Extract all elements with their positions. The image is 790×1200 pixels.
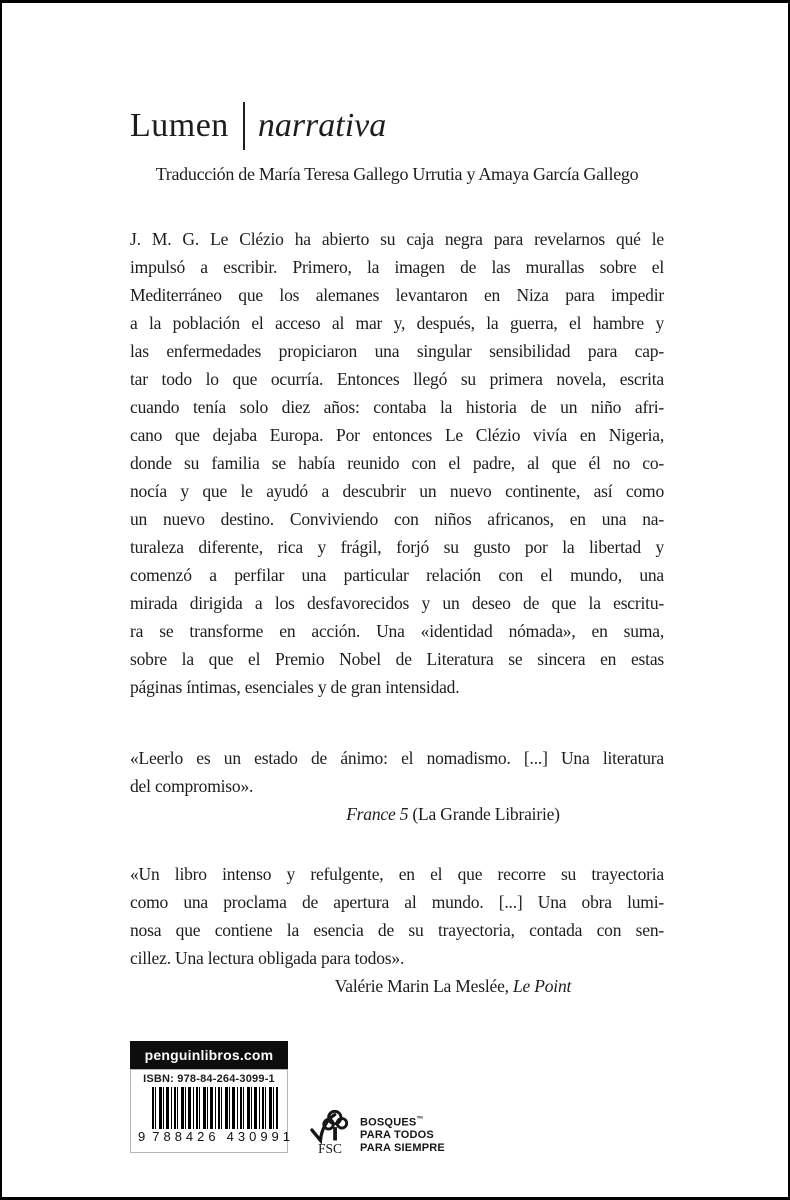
website-bar xyxy=(130,1041,288,1069)
review-source-name: Valérie Marin La Meslée, xyxy=(334,976,513,996)
synopsis-line: comenzó a perfilar una particular relación con el mundo, una xyxy=(130,565,664,585)
translation-credit: Traducción de María Teresa Gallego Urrutia y Amaya García Gallego xyxy=(155,164,639,184)
synopsis-line: cano que dejaba Europa. Por entonces Le Clézio vivía en Nigeria, xyxy=(130,425,664,445)
isbn-label: ISBN: 978-84-264-3099-1 xyxy=(143,1073,275,1085)
fsc-tagline xyxy=(360,1114,445,1154)
synopsis-line: sobre la que el Premio Nobel de Literatura se sincera en estas xyxy=(130,649,664,669)
review-quote-line: «Leerlo es un estado de ánimo: el nomadismo. [...] Una literatura xyxy=(130,748,664,768)
review-quote-line: como una proclama de apertura al mundo. [...] Una obra lumi- xyxy=(130,892,664,912)
fsc-tree-icon xyxy=(309,1103,351,1155)
fsc-acronym-text: FSC xyxy=(318,1140,342,1155)
review-attribution xyxy=(130,972,664,1000)
barcode-digit-group: 430991 xyxy=(226,1129,295,1144)
synopsis xyxy=(130,225,664,701)
imprint-logo xyxy=(130,102,386,150)
synopsis-line: turaleza diferente, rica y frágil, forjó su gusto por la libertad y xyxy=(130,537,664,557)
synopsis-line: páginas íntimas, esenciales y de gran intensidad. xyxy=(130,677,460,697)
collection-name: narrativa xyxy=(257,107,387,144)
review-quote-line: del compromiso». xyxy=(130,776,254,796)
synopsis-line: mirada dirigida a los desfavorecidos y un deseo de que la escritu- xyxy=(130,593,664,613)
fsc-logo xyxy=(309,1103,445,1155)
fsc-tagline-line: PARA SIEMPRE xyxy=(360,1141,445,1154)
review-quote-1 xyxy=(130,744,664,828)
barcode-digit-group: 788426 xyxy=(152,1129,220,1144)
review-source-name: France 5 xyxy=(346,804,409,824)
synopsis-line: cuando tenía solo diez años: contaba la historia de un niño afri- xyxy=(130,397,664,417)
synopsis-line: J. M. G. Le Clézio ha abierto su caja negra para revelarnos qué le xyxy=(130,229,664,249)
review-source-detail: (La Grande Librairie) xyxy=(408,804,560,824)
review-quote-2 xyxy=(130,860,664,1000)
synopsis-line: nocía y que le ayudó a descubrir un nuevo continente, así como xyxy=(130,481,664,501)
synopsis-line: tar todo lo que ocurría. Entonces llegó su primera novela, escrita xyxy=(130,369,664,389)
synopsis-line: a la población el acceso al mar y, después, la guerra, el hambre y xyxy=(130,313,664,333)
synopsis-line: un nuevo destino. Conviviendo con niños africanos, en una na- xyxy=(130,509,664,529)
synopsis-line: impulsó a escribir. Primero, la imagen de las murallas sobre el xyxy=(130,257,664,277)
review-quote-line: nosa que contiene la esencia de su trayectoria, contada con sen- xyxy=(130,920,664,940)
website-url: penguinlibros.com xyxy=(144,1047,274,1063)
logo-divider xyxy=(243,102,245,150)
trademark-symbol: ™ xyxy=(416,1115,424,1123)
fsc-tagline-line: PARA TODOS xyxy=(360,1129,434,1141)
review-attribution xyxy=(130,800,664,828)
review-quote-line: cillez. Una lectura obligada para todos». xyxy=(130,948,405,968)
barcode-box xyxy=(130,1069,295,1153)
review-source-publication: Le Point xyxy=(512,976,572,996)
synopsis-line: ra se transforme en acción. Una «identidad nómada», en suma, xyxy=(130,621,664,641)
synopsis-line: las enfermedades propiciaron una singular sensibilidad para cap- xyxy=(130,341,664,361)
imprint-name: Lumen xyxy=(130,107,229,144)
synopsis-line: donde su familia se había reunido con el padre, al que él no co- xyxy=(130,453,664,473)
synopsis-line: Mediterráneo que los alemanes levantaron en Niza para impedir xyxy=(130,285,664,305)
barcode-digits xyxy=(138,1129,295,1144)
barcode-lead-digit: 9 xyxy=(138,1129,146,1144)
fsc-tagline-line: BOSQUES xyxy=(360,1116,417,1129)
review-quote-line: «Un libro intenso y refulgente, en el que recorre su trayectoria xyxy=(130,864,664,884)
ean-barcode xyxy=(152,1087,278,1129)
